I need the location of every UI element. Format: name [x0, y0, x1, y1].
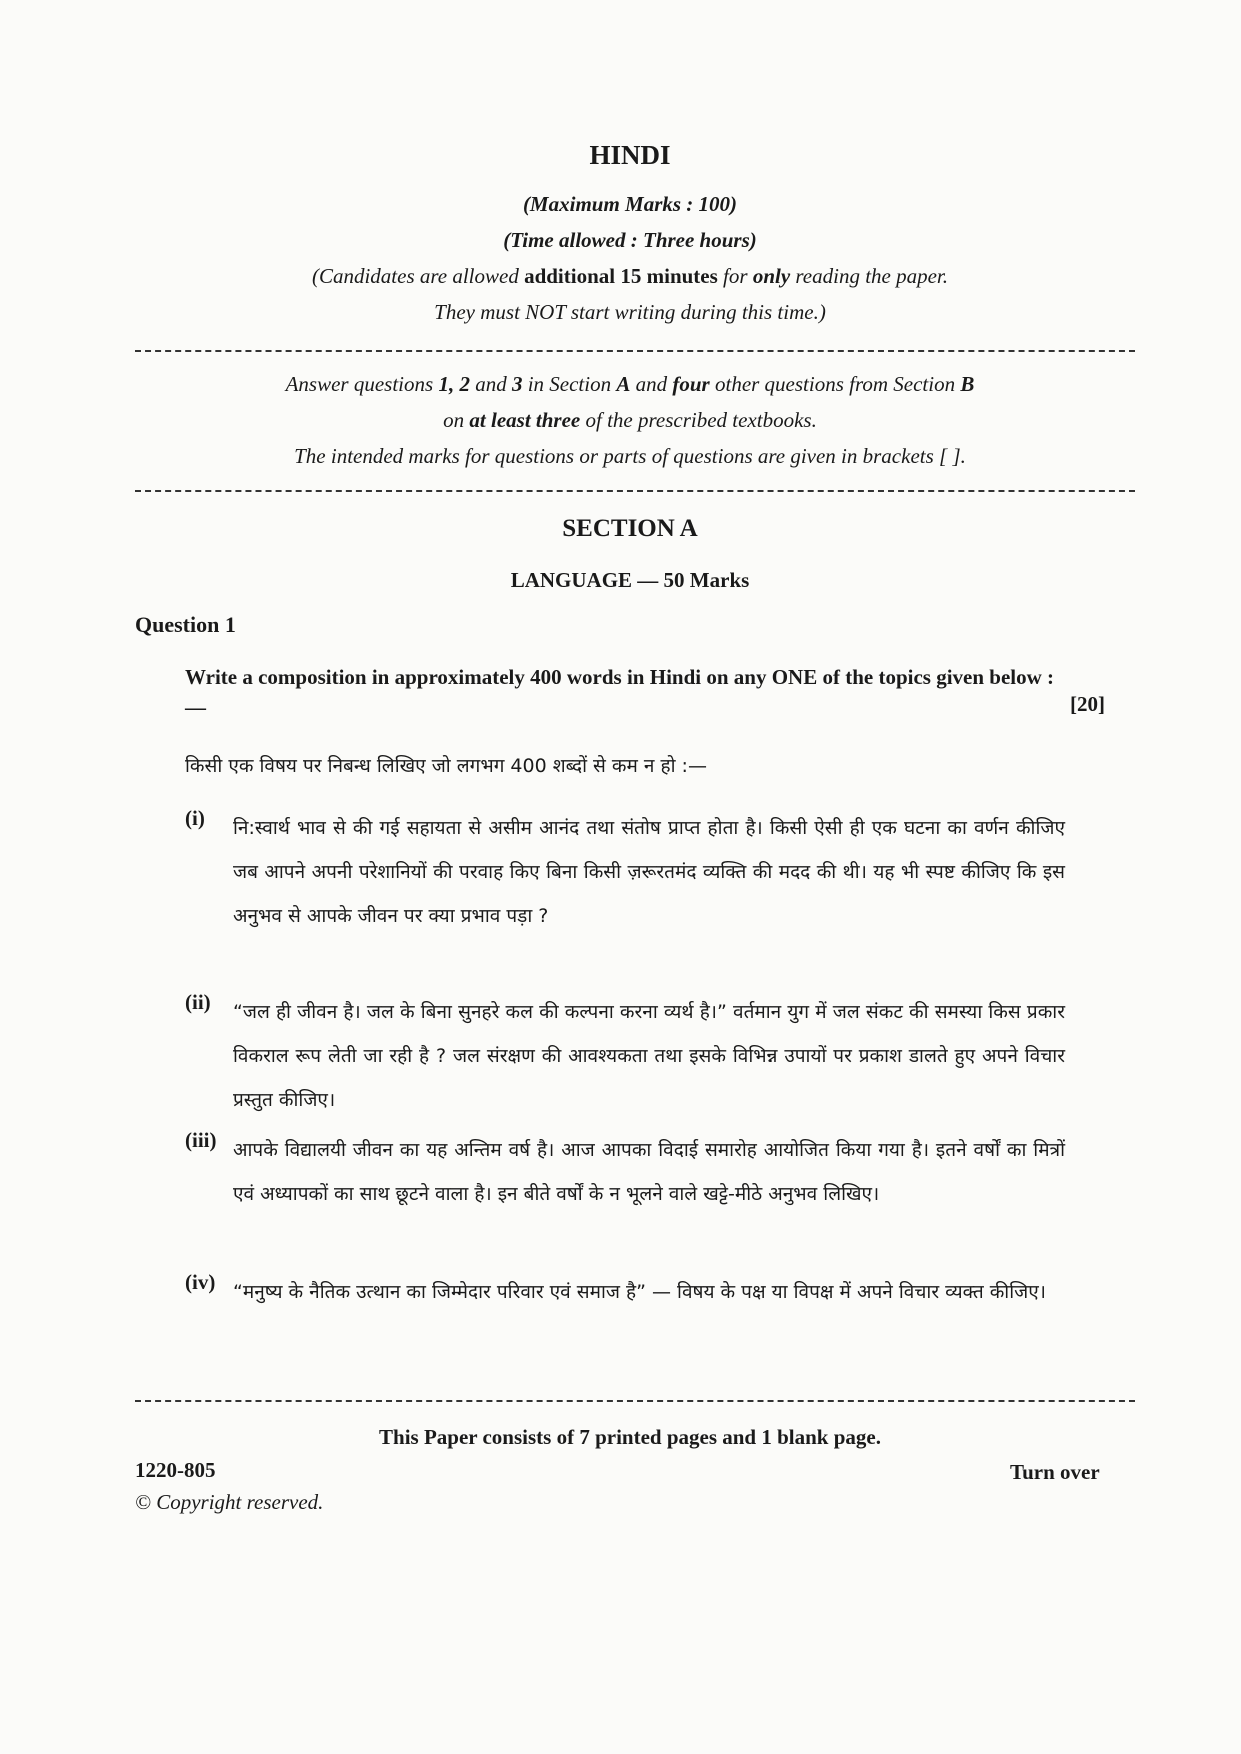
topic-text: “जल ही जीवन है। जल के बिना सुनहरे कल की कल्पना करना व्यर्थ है।” वर्तमान युग में जल संकट की समस्या किस प्रकार विकराल रूप लेती जा रही है ? जल संरक्षण की आवश्यकता तथा इसके विभिन्न उपायों पर प्रकाश डालते हुए अपने विचार प्रस्तुत कीजिए।: [233, 1001, 1065, 1111]
reading-time-line1: (Candidates are allowed additional 15 minutes for only reading the paper.: [311, 264, 949, 288]
divider-top: [135, 350, 1135, 352]
section-title: SECTION A: [562, 515, 698, 542]
topic-number: (iv): [185, 1270, 216, 1294]
topic-text: नि:स्वार्थ भाव से की गई सहायता से असीम आनंद तथा संतोष प्राप्त होता है। किसी ऐसी ही एक घटना का वर्णन कीजिए जब आपने अपनी परेशानियों की परवाह किए बिना किसी ज़रूरतमंद व्यक्ति की मदद की थी। यह भी स्पष्ट कीजिए कि इस अनुभव से आपके जीवन पर क्या प्रभाव पड़ा ?: [233, 817, 1065, 927]
reading-time-line2: They must NOT start writing during this time.): [434, 300, 826, 324]
hindi-prompt: किसी एक विषय पर निबन्ध लिखिए जो लगभग 400 शब्दों से कम न हो :—: [185, 755, 707, 777]
instruction-line3: The intended marks for questions or parts of questions are given in brackets [ ].: [294, 444, 966, 468]
instruction-line1: Answer questions 1, 2 and 3 in Section A and four other questions from Section B: [285, 372, 975, 396]
question-label: Question 1: [135, 612, 236, 637]
question-prompt: Write a composition in approximately 400 words in Hindi on any ONE of the topics given below :—: [185, 665, 1055, 719]
topic-item: [185, 1270, 1065, 1314]
max-marks: (Maximum Marks : 100): [522, 192, 738, 216]
topic-item: [185, 990, 1065, 1122]
topic-number: (ii): [185, 990, 211, 1014]
section-subtitle: LANGUAGE — 50 Marks: [510, 568, 750, 592]
copyright-notice: © Copyright reserved.: [135, 1490, 324, 1514]
question-marks: [20]: [1070, 692, 1105, 716]
instruction-line2: on at least three of the prescribed textbooks.: [443, 408, 817, 432]
time-allowed: (Time allowed : Three hours): [503, 228, 757, 252]
paper-title: HINDI: [589, 140, 671, 170]
paper-code: 1220-805: [135, 1458, 216, 1482]
topic-item: [185, 1128, 1065, 1216]
divider-footer: [135, 1400, 1135, 1402]
topic-number: (iii): [185, 1128, 217, 1152]
topic-item: [185, 806, 1065, 938]
turn-over-label: Turn over: [1010, 1460, 1100, 1484]
topic-number: (i): [185, 806, 205, 830]
divider-bottom: [135, 490, 1135, 492]
topic-text: आपके विद्यालयी जीवन का यह अन्तिम वर्ष है। आज आपका विदाई समारोह आयोजित किया गया है। इतने वर्षों का मित्रों एवं अध्यापकों का साथ छूटने वाला है। इन बीते वर्षों के न भूलने वाले खट्टे-मीठे अनुभव लिखिए।: [233, 1139, 1065, 1205]
page-count-note: This Paper consists of 7 printed pages and 1 blank page.: [379, 1425, 881, 1449]
topic-text: “मनुष्य के नैतिक उत्थान का जिम्मेदार परिवार एवं समाज है” — विषय के पक्ष या विपक्ष में अपने विचार व्यक्त कीजिए।: [233, 1281, 1046, 1303]
